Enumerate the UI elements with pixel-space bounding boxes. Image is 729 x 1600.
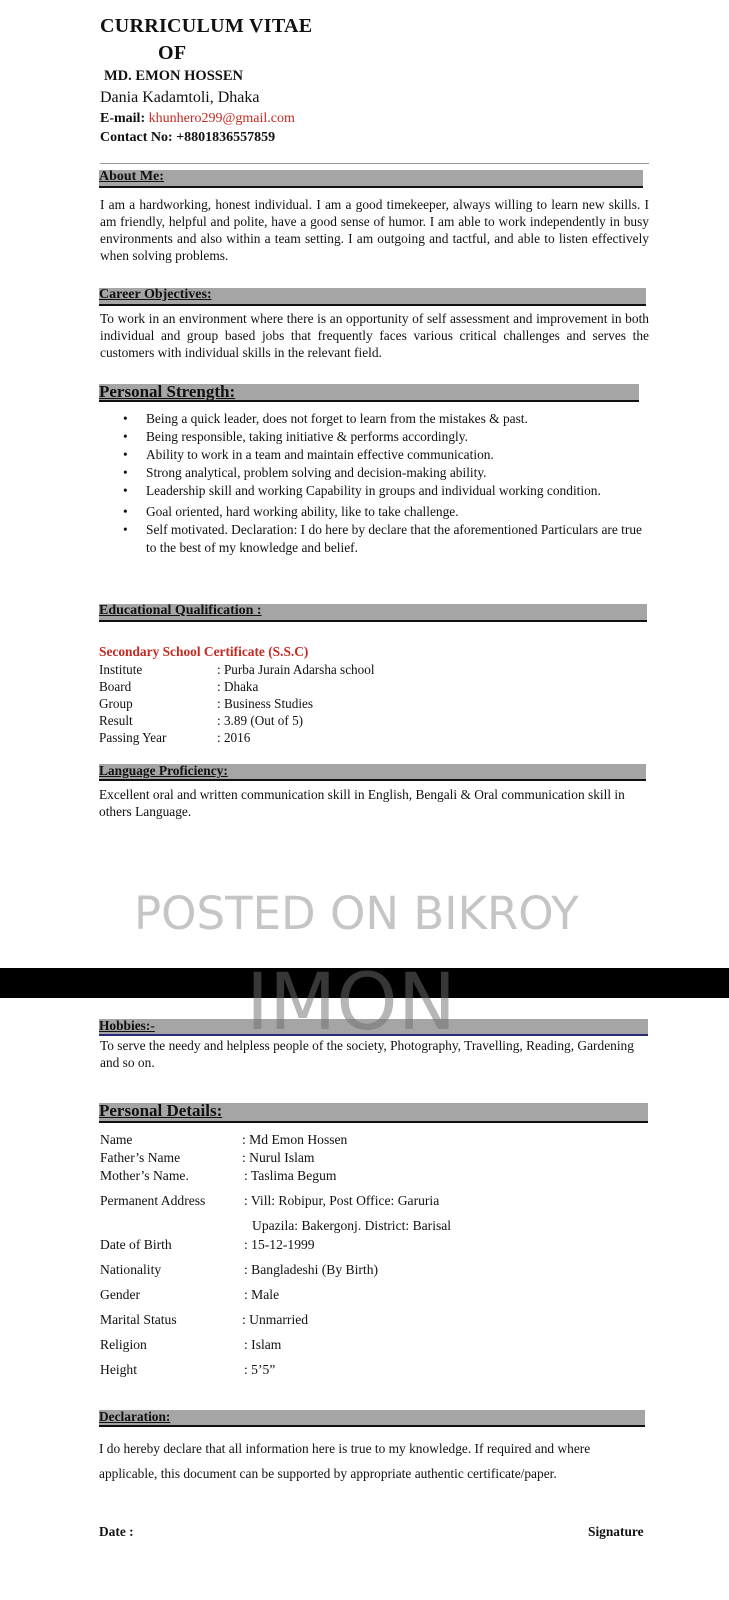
detail-value-continued: Upazila: Bakergonj. District: Barisal [252, 1218, 452, 1233]
about-heading: About Me: [99, 169, 164, 184]
edu-value: : 3.89 (Out of 5) [217, 713, 304, 728]
list-item: • Leadership skill and working Capability in groups and individual working condition. [99, 482, 651, 500]
cv-title-of: OF [158, 42, 187, 64]
strength-list [99, 410, 651, 557]
detail-key: Mother’s Name. [100, 1168, 189, 1183]
declaration-heading: Declaration: [99, 1409, 171, 1424]
detail-key: Name [100, 1132, 133, 1147]
detail-value: : Taslima Begum [244, 1168, 337, 1183]
contact-number: Contact No: +8801836557859 [100, 130, 276, 145]
list-item: • Ability to work in a team and maintain effective communication. [99, 446, 651, 464]
edu-value: : 2016 [217, 730, 251, 745]
detail-value: : Male [244, 1287, 280, 1302]
objectives-heading: Career Objectives: [99, 287, 212, 302]
detail-value: : Md Emon Hossen [242, 1132, 348, 1147]
header-divider [100, 163, 649, 164]
detail-value: : Nurul Islam [242, 1150, 315, 1165]
list-item: • Being a quick leader, does not forget to learn from the mistakes & past. [99, 410, 651, 428]
list-item: • Being responsible, taking initiative & performs accordingly. [99, 428, 651, 446]
list-item: • Strong analytical, problem solving and decision-making ability. [99, 464, 651, 482]
detail-key: Marital Status [100, 1312, 177, 1327]
detail-key: Nationality [100, 1262, 162, 1277]
hobbies-heading: Hobbies:- [99, 1018, 155, 1033]
language-text: Excellent oral and written communication skill in English, Bengali & Oral communication skill in others Language. [99, 787, 625, 819]
objectives-text: To work in an environment where there is an opportunity of self assessment and improvement in both individual and group based jobs that frequently faces various critical challenges and serves the customers with individual skills in the relevant field. [100, 311, 649, 360]
edu-key: Institute [99, 662, 143, 677]
edu-key: Group [99, 696, 133, 711]
detail-value: : Unmarried [242, 1312, 309, 1327]
watermark-name: IMON [246, 958, 457, 1048]
education-heading-bar [99, 604, 647, 622]
cv-title: CURRICULUM VITAE [100, 15, 313, 37]
edu-value: : Business Studies [217, 696, 313, 711]
language-heading: Language Proficiency: [99, 763, 228, 778]
declaration-heading-bar [99, 1410, 645, 1427]
edu-key: Passing Year [99, 730, 167, 745]
education-details [99, 662, 639, 752]
edu-value: : Purba Jurain Adarsha school [217, 662, 375, 677]
objectives-heading-bar [99, 288, 646, 306]
email-label: E-mail: [100, 111, 146, 126]
detail-value: : 5’5” [244, 1362, 276, 1377]
email-link[interactable]: khunhero299@gmail.com [148, 111, 295, 126]
education-heading: Educational Qualification : [99, 603, 262, 618]
strength-heading: Personal Strength: [99, 382, 236, 401]
personal-details [100, 1132, 640, 1382]
candidate-address: Dania Kadamtoli, Dhaka [100, 89, 260, 106]
watermark-text: POSTED ON BIKROY [134, 887, 579, 940]
language-heading-bar [99, 764, 646, 781]
detail-value: : Vill: Robipur, Post Office: Garuria [244, 1193, 440, 1208]
signature-label: Signature [588, 1524, 644, 1539]
date-label: Date : [99, 1524, 134, 1539]
detail-key: Permanent Address [100, 1193, 206, 1208]
detail-key: Father’s Name [100, 1150, 181, 1165]
list-item: • Self motivated. Declaration: I do here by declare that the aforementioned Particulars are true to the best of my knowledge and belief. [99, 521, 651, 557]
declaration-text: I do hereby declare that all information here is true to my knowledge. If required and where applicable, this document can be supported by appropriate authentic certificate/paper. [99, 1441, 591, 1481]
edu-key: Result [99, 713, 133, 728]
edu-key: Board [99, 679, 132, 694]
about-text: I am a hardworking, honest individual. I am a good timekeeper, always willing to learn new skills. I am friendly, helpful and polite, have a good sense of humor. I am able to work independently in busy environments and also within a team setting. I am outgoing and tactful, and able to listen effectively when solving problems. [100, 197, 649, 263]
candidate-name: MD. EMON HOSSEN [104, 68, 243, 84]
detail-key: Height [100, 1362, 137, 1377]
strength-heading-bar [99, 384, 639, 402]
email-line [100, 111, 295, 127]
ssc-subheading: Secondary School Certificate (S.S.C) [99, 644, 309, 659]
detail-value: : Bangladeshi (By Birth) [244, 1262, 379, 1277]
personal-heading: Personal Details: [99, 1101, 223, 1120]
detail-value: : Islam [244, 1337, 282, 1352]
detail-key: Date of Birth [100, 1237, 172, 1252]
detail-key: Religion [100, 1337, 147, 1352]
about-heading-bar [99, 170, 643, 188]
personal-heading-bar [99, 1103, 648, 1123]
edu-value: : Dhaka [217, 679, 259, 694]
list-item: • Goal oriented, hard working ability, like to take challenge. [99, 503, 651, 521]
detail-key: Gender [100, 1287, 141, 1302]
hobbies-text: To serve the needy and helpless people of the society, Photography, Travelling, Reading, Gardening and so on. [100, 1038, 634, 1070]
detail-value: : 15-12-1999 [244, 1237, 315, 1252]
